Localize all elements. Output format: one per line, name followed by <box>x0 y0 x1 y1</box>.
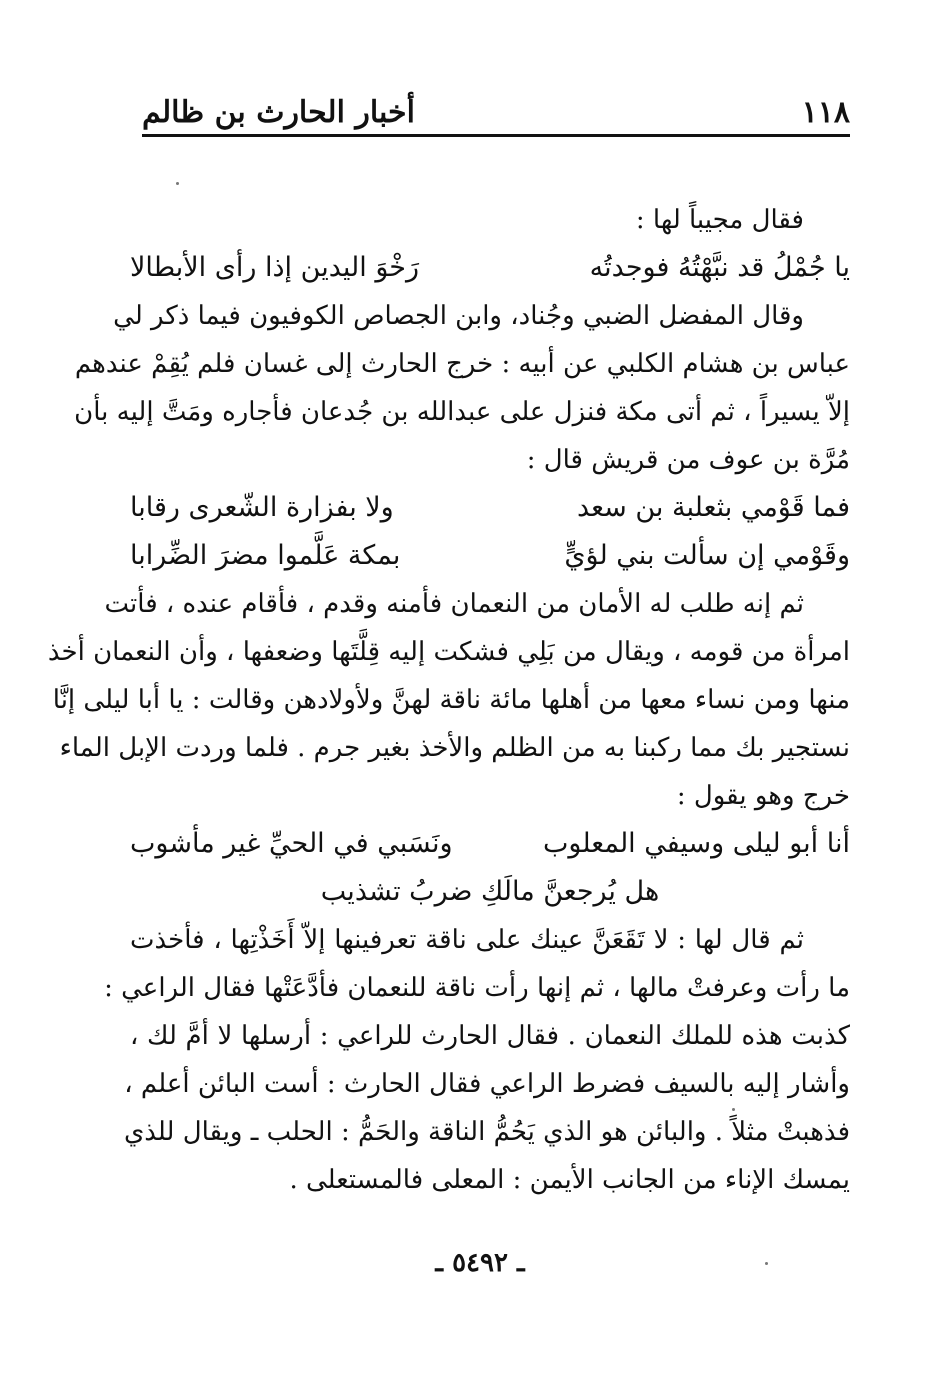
running-title: أخبار الحارث بن ظالم <box>142 95 415 130</box>
verse-line <box>130 484 850 532</box>
page-header <box>142 86 850 130</box>
verse-second-half: رَخْوَ اليدين إذا رأى الأبطالا <box>130 252 420 283</box>
paragraph-line: خرج وهو يقول : <box>676 781 850 811</box>
verse-second-half: ونَسَبي في الحيِّ غير مأشوب <box>130 828 453 859</box>
paragraph-line: ثم إنه طلب له الأمان من النعمان فأمنه وقدم ، فأقام عنده ، فأتت <box>104 589 804 619</box>
intro-line: فقال مجيباً لها : <box>635 205 804 235</box>
header-rule <box>142 134 850 137</box>
paragraph-line: يمسك الإناء من الجانب الأيمن : المعلى فالمستعلى . <box>289 1165 850 1195</box>
paragraph-line: مُرَّة بن عوف من قريش قال : <box>526 445 850 475</box>
verse-line <box>130 244 850 292</box>
footer-page-number: ـ ٥٤٩٢ ـ <box>435 1248 525 1278</box>
paragraph-line: إلاّ يسيراً ، ثم أتى مكة فنزل على عبدالله بن جُدعان فأجاره ومَتَّ إليه بأن <box>74 397 850 427</box>
scan-speck <box>732 1108 735 1111</box>
paragraph-line: عباس بن هشام الكلبي عن أبيه : خرج الحارث إلى غسان فلم يُقِمْ عندهم <box>74 349 850 379</box>
page-number: ١١٨ <box>801 95 850 130</box>
verse-second-half: بمكة عَلَّموا مضرَ الضِّرابا <box>130 540 401 571</box>
paragraph-line: نستجير بك مما ركبنا به من الظلم والأخذ بغير جرم . فلما وردت الإبل الماء <box>59 733 850 763</box>
paragraph-line: امرأة من قومه ، ويقال من بَلِي فشكت إليه قِلَّتَها وضعفها ، وأن النعمان أخذ <box>47 637 850 667</box>
scan-speck <box>176 182 179 185</box>
verse-line <box>130 820 850 868</box>
paragraph-line: ما رأت وعرفتْ مالها ، ثم إنها رأت ناقة للنعمان فأدَّعَتْها فقال الراعي : <box>104 973 850 1003</box>
paragraph-line: منها ومن نساء معها من أهلها مائة ناقة لهنَّ ولأولادهن وقالت : يا أبا ليلى إنَّا <box>52 685 850 715</box>
paragraph-line: وقال المفضل الضبي وجُناد، وابن الجصاص الكوفيون فيما ذكر لي <box>113 301 804 331</box>
paragraph-line: وأشار إليه بالسيف فضرط الراعي فقال الحارث : أست البائن أعلم ، <box>124 1069 850 1099</box>
verse-second-half: ولا بفزارة الشّعرى رقابا <box>130 492 394 523</box>
body-text <box>47 196 850 1204</box>
paragraph-line: فذهبتْ مثلاً . والبائن هو الذي يَحُمُّ الناقة والحَمُّ : الحلب ـ ويقال للذي <box>123 1117 850 1147</box>
scan-speck <box>765 1262 768 1265</box>
verse-line-single <box>130 868 850 916</box>
verse-first-half: وقَوْمي إن سألت بني لؤيٍّ <box>564 540 850 571</box>
paragraph-line: كذبت هذه للملك النعمان . فقال الحارث للراعي : أرسلها لا أمَّ لك ، <box>130 1021 850 1051</box>
verse-first-half: أنا أبو ليلى وسيفي المعلوب <box>543 828 850 859</box>
verse-first-half: فما قَوْمي بثعلبة بن سعد <box>576 492 850 523</box>
verse-single-half: هل يُرجعنَّ مالَكِ ضربُ تشذيب <box>320 876 660 907</box>
verse-first-half: يا جُمْلُ قد نبَّهْتُهُ فوجدتُه <box>589 252 850 283</box>
paragraph-line: ثم قال لها : لا تَقَعَنَّ عينك على ناقة تعرفينها إلاّ أَخَذْتِها ، فأخذت <box>130 925 804 955</box>
verse-line <box>130 532 850 580</box>
